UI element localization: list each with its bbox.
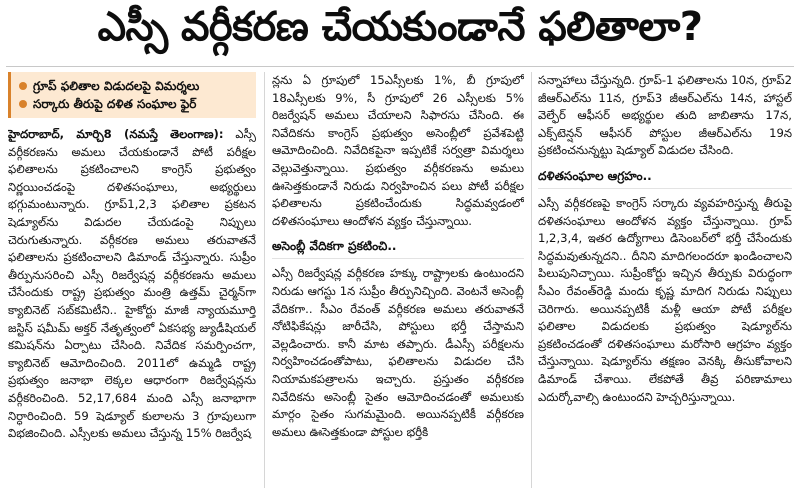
- headline: ఎస్సీ వర్గీకరణ చేయకుండానే ఫలితాలా?: [97, 4, 703, 50]
- headline-rule: [6, 66, 794, 67]
- column-1: [8, 72, 256, 490]
- column-divider: [531, 72, 532, 488]
- bullet-icon: [19, 100, 27, 108]
- column-3: [538, 72, 792, 490]
- column-2: [272, 72, 524, 490]
- bullet-icon: [19, 82, 27, 90]
- section-heading: దళితసంఘాల ఆగ్రహం..: [538, 166, 792, 189]
- subhead-2-text: సర్కారు తీరుపై దళిత సంఘాల ఫైర్: [33, 97, 197, 111]
- subhead-2: [19, 95, 250, 113]
- section-heading: అసెంబ్లీ వేదికగా ప్రకటించి..: [272, 236, 524, 259]
- article-paragraph: [8, 126, 256, 443]
- article-paragraph: ఎస్సీ వర్గీకరణపై కాంగ్రెస్ సర్కారు వ్యవహరిస్తున్న తీరుపై దళితసంఘాలు ఆందోళన వ్యక్తం చేస్తున్నాయి. గ్రూప్ 1,2,3,4, ఇతర ఉద్యోగాలు డిసెంబర్‌లో భర్తీ చేసేందుకు సిద్ధమవుతున్నదని.. దీనిని మాదిగలందరూ ఖండించాలని పిలుపునిచ్చాయి. సుప్రీంకోర్టు ఇచ్చిన తీర్పుకు విరుద్ధంగా సీఎం రేవంత్‌రెడ్డి మందు కృష్ణ మాదిగ నిరుడు నిప్పులు చెరిగారు. అయినప్పటికీ మళ్లీ ఆయా పోటీ పరీక్షల ఫలితాల విడుదలకు ప్రభుత్వం షెడ్యూల్‌ను ప్రకటించడంతో దళితసంఘాలు మరోసారి ఆగ్రహం వ్యక్తం చేస్తున్నాయి. షెడ్యూల్‌ను తక్షణం వెనక్కి తీసుకోవాలని డిమాండ్ చేశాయి. లేకపోతే తీవ్ర పరిణామాలు ఎదుర్కోవాల్సి ఉంటుందని హెచ్చరిస్తున్నాయి.: [538, 195, 792, 404]
- dateline: హైదరాబాద్, మార్చి8 (నమస్తే తెలంగాణ):: [8, 127, 224, 141]
- subhead-1: [19, 77, 250, 95]
- subheads-box: [8, 72, 256, 118]
- article-paragraph: ఎస్సీ రిజర్వేషన్ల వర్గీకరణ హక్కు రాష్ట్రాలకు ఉంటుందని నిరుడు ఆగస్టు 1న సుప్రీం తీర్పునిచ్చింది. వెంటనే అసెంబ్లీ వేదికగా.. సీఎం రేవంత్ వర్గీకరణ అమలు తరువాతనే నోటిఫికేషన్లు జారీచేసి, పోస్టులు భర్తీ చేస్తామని వెల్లడించారు. కానీ మాట తప్పారు. డీఎస్సీ పరీక్షలను నిర్వహించడంతోపాటు, ఫలితాలను విడుదల చేసి నియామకపత్రాలను ఇచ్చారు. ప్రస్తుతం వర్గీకరణ నివేదికను అసెంబ్లీ సైతం ఆమోదించడంతో అమలుకు మార్గం సైతం సుగమమైంది. అయినప్పటికీ వర్గీకరణ అమలు ఊసెత్తకుండా పోస్టుల భర్తీకి: [272, 266, 524, 439]
- subhead-1-text: గ్రూప్ ఫలితాల విడుదలపై విమర్శలు: [33, 79, 200, 93]
- column-divider: [264, 72, 265, 488]
- article-paragraph: సన్నాహాలు చేస్తున్నది. గ్రూప్-1 ఫలితాలను 10న, గ్రూప్2 జీఆర్‌ఎల్‌ను 11న, గ్రూప్3 జీఆర్‌ఎల్‌ను 14న, హాస్టల్ వెల్ఫేర్ ఆఫీసర్ అభ్యర్థుల తుది జాబితాను 17న, ఎక్స్‌టెన్షన్ ఆఫీసర్ పోస్టుల జీఆర్‌ఎల్‌ను 19న ప్రకటించనున్నట్టు షెడ్యూల్ విడుదల చేసింది.: [538, 73, 792, 158]
- article-paragraph: న్లను ఏ గ్రూపులో 15ఎస్సీలకు 1%, బీ గ్రూపులో 18ఎస్సీలకు 9%, సీ గ్రూపులో 26 ఎస్సీలకు 5% రిజర్వేషన్ అమలు చేయాలని సిఫారసు చేసింది. ఈ నివేదికను కాంగ్రెస్ ప్రభుత్వం అసెంబ్లీలో ప్రవేశపెట్టి ఆమోదించింది. నివేదికపైనా ఇప్పటికే సర్వత్రా విమర్శలు వెల్లువెత్తున్నాయి. ప్రభుత్వం వర్గీకరణను అమలు ఊసెత్తకుండానే నిరుడు నిర్వహించిన పలు పోటీ పరీక్షల ఫలితాలను ప్రకటించేందుకు సిద్ధమవ్వడంలో దళితసంఘాలు ఆందోళన వ్యక్తం చేస్తున్నాయి.: [272, 73, 524, 228]
- paragraph-text: ఎస్సీ వర్గీకరణను అమలు చేయకుండానే పోటీ పరీక్షల ఫలితాలను ప్రకటించాలని కాంగ్రెస్ ప్రభుత్వం నిర్ణయించడంపై దళితసంఘాలు, అభ్యర్థులు భగ్గుమంటున్నారు. గ్రూప్1,2,3 ఫలితాల ప్రకటన షెడ్యూల్‌ను విడుదల చేయడంపై నిప్పులు చెరుగుతున్నారు. వర్గీకరణ అమలు తరువాతనే ఫలితాలను ప్రకటించాలని డిమాండ్ చేస్తున్నారు. సుప్రీం తీర్పునుసరించి ఎస్సీ రిజర్వేషన్ల వర్గీకరణను అమలు చేసేందుకు రాష్ట్ర ప్రభుత్వం మంత్రి ఉత్తమ్ చైర్మన్‌గా క్యాబినెట్ సబ్‌కమిటీని.. హైకోర్టు మాజీ న్యాయమూర్తి జస్టిస్ షమీమ్ అక్తర్ నేతృత్వంలో ఏకసభ్య జ్యుడీషియల్ కమిషన్‌ను ఏర్పాటు చేసింది. నివేదిక సమర్పించగా, క్యాబినెట్ ఆమోదించింది. 2011లో ఉమ్మడి రాష్ట్ర ప్రభుత్వం జనాభా లెక్కల ఆధారంగా రిజర్వేషన్లను వర్గీకరించింది. 52,17,684 మంది ఎస్సీ జనాభాగా నిర్ధారించింది. 59 షెడ్యూల్ కులాలను 3 గ్రూపులుగా విభజించింది. ఎస్సీలకు అమలు చేస్తున్న 15% రిజర్వేష: [8, 127, 256, 441]
